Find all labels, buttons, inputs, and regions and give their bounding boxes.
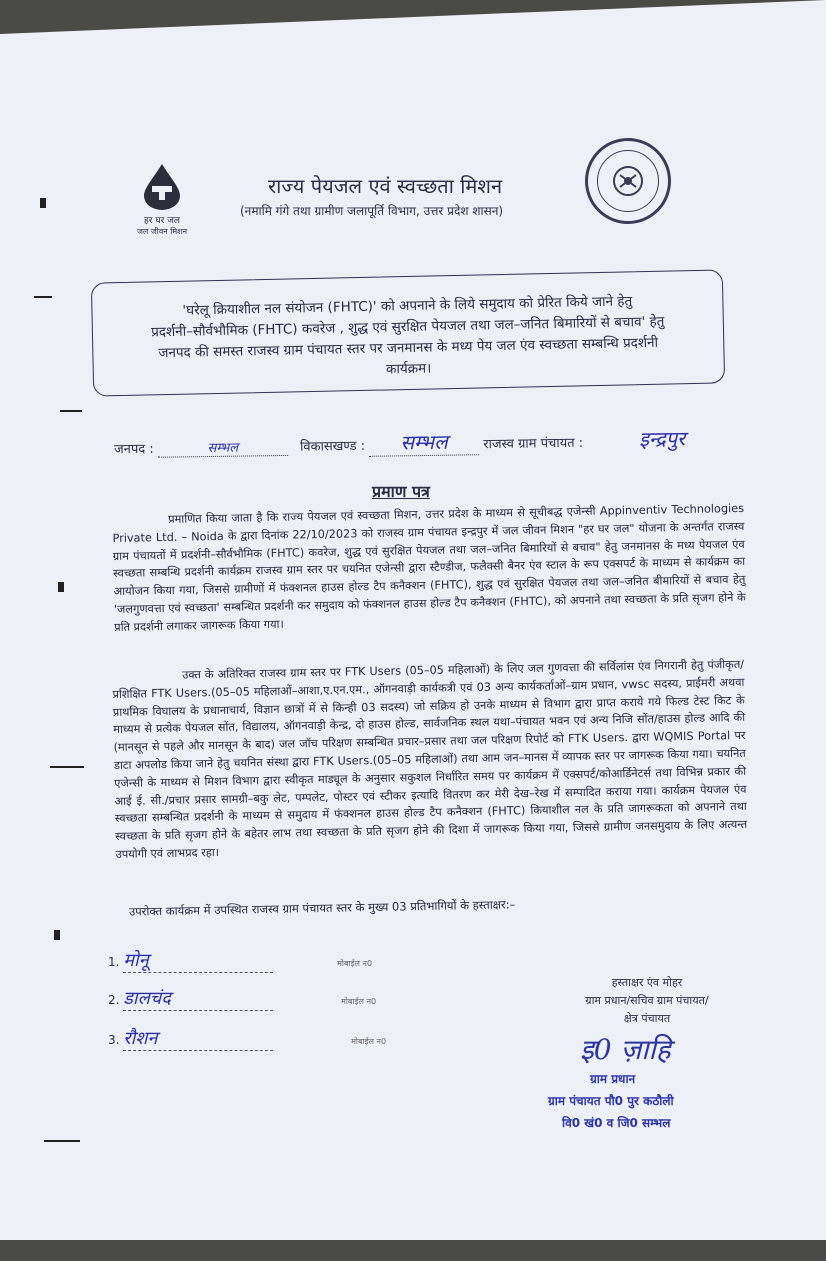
gram-panchayat-value: इन्द्रपुर [638,426,686,452]
participant-row [108,948,372,973]
margin-mark [58,582,64,592]
certificate-paragraph-1: प्रमाणित किया जाता है कि राज्य पेयजल एवं स्वच्छता मिशन, उत्तर प्रदेश के माध्यम से सूचीबद्ध एजेन्सी Appinventiv Technologies Private Ltd. – Noida के द्वारा दिनांक 22/10/2023 को राजस्व ग्राम पंचायत इन्द्रपुर में जल जीवन मिशन "हर घर जल" योजना के अन्तर्गत राजस्व ग्राम पंचायतों में प्रदर्शनी–सौर्वभौमिक (FHTC) कवरेज, शुद्ध एवं सुरक्षित पेयजल तथा जल–जनित बिमारियों से बचाव" हेतु जनमानस के मध्य पेयजल एंव स्वच्छता सम्बन्धि प्रदर्शनी कार्यक्रम राजस्व ग्राम स्तर पर चयनित एजेन्सी द्वारा स्टैण्डीज, फलैक्सी बैनर एंव स्टाल के रूप एक्सपर्ट के माध्यम से कार्यक्रम का आयोजन किया गया, जिससे ग्रामीणों में फंक्शनल हाउस होल्ड टैप कनैक्शन (FHTC), शुद्ध एवं सुरक्षित पेयजल तथा जल–जनित बीमारियों से बचाव हेतु 'जलगुणवत्ता एवं स्वच्छता' सम्बन्धित प्रदर्शनी कर समुदाय को फंक्शनल हाउस होल्ड टैप कनैक्शन (FHTC), को अपनाने तथा स्वच्छता के प्रति सृजग होने के प्रति प्रदर्शनी लगाकर जागरूक किया गया। [112,501,746,634]
certificate-paragraph-2: उक्त के अतिरिक्त राजस्व ग्राम स्तर पर FTK Users (05–05 महिलाओं) के लिए जल गुणवत्ता की सर्विलांस एंव निगरानी हेतु पंजीकृत/प्रशिक्षित FTK Users.(05–05 महिलाओं–आशा,ए.एन.एम., ऑगनवाड़ी कार्यकत्री एवं 03 अन्य कार्यकर्ताओं–ग्राम प्रधान, vwsc सदस्य, प्राईमरी अथवा प्राथमिक विघालय के प्रधानाचार्य, विज्ञान छात्रों में से किन्ही 03 सदस्य) जो सक्रिय हो उनके माध्यम से विभाग द्वारा प्राप्त कराये गये फिल्ड टेस्ट किट के माध्यम से प्रत्येक पेयजल सोंत, विद्यालय, ऑगनवाड़ी केन्द्र, दो हाउस होल्ड, सार्वजनिक स्थल यथा–पंचायत भवन एवं अन्य निजि सोंत/हाउस होल्ड आदि की (मानसून से पहले और मानसून के बाद) जल जॉच परिक्षण सम्बन्धित प्रचार–प्रसार तथा जल परिक्षण रिपोर्ट को FTK Users. द्वारा WQMIS Portal पर डाटा अपलोड किया जाने हेतु चयनित संस्था द्वारा FTK Users.(05–05 महिलाओं) तथा आम जन–मानस में व्यापक स्तर पर जागरूक किया गया। चयनित एजेन्सी के माध्यम से मिशन विभाग द्वारा स्वीकृत माड्यूल के अनुसार सकुशल निर्धारित समय पर कार्यक्रम में एक्सपर्ट/कोआर्डिनेटर्स तथा विभिन्न प्रकार की आई ई. सी./प्रचार प्रसार सामग्री–बकु लेट, पम्पलेट, पोस्टर एवं स्टीकर इत्यादि वितरण कर मेरी देख–रेख में सम्पादित कराया गया। कार्यक्रम पेयजल एंव स्वच्छता सम्बन्धित प्रदर्शनी के माध्यम से समुदाय में फंक्शनल हाउस होल्ड टैप कनैक्शन (FHTC) कियाशील नल के प्रति जागरूकता को अपनाने तथा स्वच्छता के प्रति सृजग होने के बहेतर लाभ तथा स्वच्छता के प्रति सृजग होने की दिशा में जागरूक किया गया, जिससे ग्रामीण जनसमुदाय के लिए अत्यन्त उपयोगी एवं लाभप्रद रहा। [112,657,748,861]
vikaskhand-label: विकासखण्ड : [299,438,366,455]
program-title-line: 'घरेलू क्रियाशील नल संयोजन (FHTC)' को अपनाने के लिये समुदाय को प्रेरित किये जाने हेतु [182,293,633,319]
margin-mark [34,296,52,298]
logo-text: हर घर जल [144,216,180,226]
seal-emblem-icon [597,150,659,212]
participant-signature: मोनू [123,948,273,973]
margin-mark [44,1140,80,1142]
participant-number: 1. [108,955,120,969]
har-ghar-jal-logo [122,162,202,238]
gram-panchayat-label: राजस्व ग्राम पंचायत : [483,435,584,453]
program-title-text [107,290,709,387]
mobile-label: मोबाईल न0 [337,959,373,968]
mobile-label: मोबाईल न0 [351,1037,387,1046]
participant-row [108,1026,386,1051]
participant-row [108,986,376,1011]
signatory-block [562,974,732,1028]
stamp-line: वि0 खं0 व जि0 सम्भल [562,1116,671,1130]
pradhan-signature: इ0 ज़ाहि [580,1033,671,1066]
janpad-label: जनपद : [113,441,154,458]
participants-intro: उपरोक्त कार्यक्रम में उपस्थित राजस्व ग्राम पंचायत स्तर के मुख्य 03 प्रतिभागियों के हस्ताक्षर:– [128,897,516,919]
program-title-line: कार्यक्रम। [385,360,432,378]
participant-number: 3. [108,1033,120,1047]
participant-signature: डालचंद [123,986,273,1011]
vikaskhand-value: सम्भल [369,427,479,457]
program-title-line: जनपद की समस्त राजस्व ग्राम पंचायत स्तर पर जनमानस के मध्य पेय जल एंव स्वच्छता सम्बन्धि प्रदर्शनी [158,334,659,362]
participant-signature: रौशन [123,1026,273,1051]
margin-mark [40,198,46,208]
program-title-line: प्रदर्शनी–सौर्वभौमिक (FHTC) कवरेज , शुद्ध एवं सुरक्षित पेयजल तथा जल–जनित बिमारियों से बचाव' हेतु [151,313,665,341]
logo-subtext: जल जीवन मिशन [136,227,188,236]
signatory-line: हस्ताक्षर एंव मोहर [611,976,683,989]
janpad-value: सम्भल [158,437,288,458]
water-tap-icon [122,162,202,212]
signatory-line: ग्राम प्रधान/सचिव ग्राम पंचायत/ [585,994,709,1007]
signatory-line: क्षेत्र पंचायत [623,1012,671,1025]
stamp-line: ग्राम प्रधान [590,1072,636,1086]
up-government-seal [585,138,671,224]
margin-mark [50,766,84,768]
mobile-label: मोबाईल न0 [341,997,377,1006]
margin-mark [60,410,82,412]
header-subtitle: (नमामि गंगे तथा ग्रामीण जलापूर्ति विभाग, उत्तर प्रदेश शासन) [240,204,504,218]
margin-mark [54,930,60,940]
header-title: राज्य पेयजल एवं स्वच्छता मिशन [268,174,503,198]
participant-number: 2. [108,993,120,1007]
stamp-line: ग्राम पंचायत पौ0 पुर कठौली [548,1094,674,1108]
certificate-title: प्रमाण पत्र [372,482,430,501]
